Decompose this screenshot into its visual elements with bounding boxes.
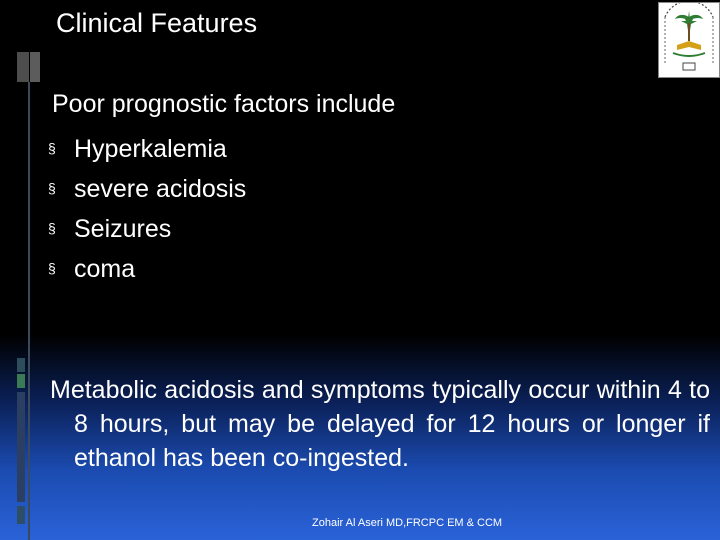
bullet-square-icon: § bbox=[48, 180, 56, 196]
bullet-square-icon: § bbox=[48, 140, 56, 156]
list-item bbox=[48, 248, 246, 288]
bullet-text: Hyperkalemia bbox=[74, 135, 227, 163]
side-decoration-strip bbox=[17, 392, 25, 502]
title-accent-mark-2 bbox=[30, 52, 40, 82]
bullet-square-icon: § bbox=[48, 220, 56, 236]
title-accent-mark bbox=[17, 52, 29, 82]
left-divider-rule bbox=[28, 82, 30, 540]
bullet-text: Seizures bbox=[74, 215, 172, 243]
footer-author: Zohair Al Aseri MD,FRCPC EM & CCM bbox=[312, 517, 503, 529]
bullet-text: severe acidosis bbox=[74, 175, 247, 203]
side-decoration-strip bbox=[17, 374, 25, 388]
bullet-square-icon: § bbox=[48, 260, 56, 276]
list-item bbox=[48, 208, 246, 248]
list-item bbox=[48, 168, 246, 208]
side-decoration-strip bbox=[17, 506, 25, 524]
university-seal-icon bbox=[658, 2, 720, 78]
body-paragraph: Metabolic acidosis and symptoms typically occur within 4 to 8 hours, but may be delayed for 12 hours or longer if ethanol has been co-ingested. bbox=[50, 376, 710, 472]
lead-text: Poor prognostic factors include bbox=[52, 90, 396, 118]
bullet-text: coma bbox=[74, 255, 136, 283]
side-decoration-strip bbox=[17, 358, 25, 372]
list-item bbox=[48, 128, 246, 168]
bullet-list bbox=[48, 128, 246, 288]
slide-title: Clinical Features bbox=[56, 8, 258, 38]
